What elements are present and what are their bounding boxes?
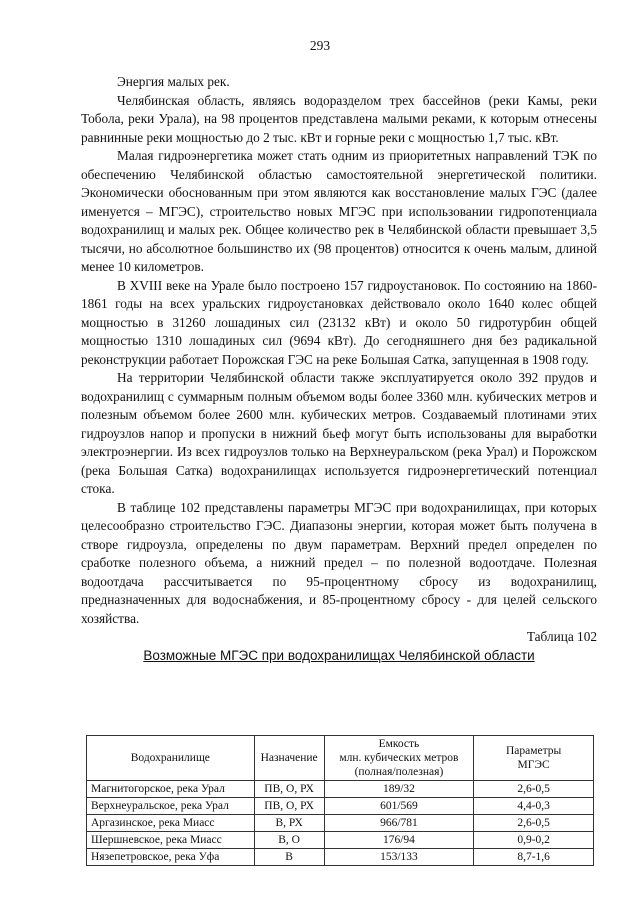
paragraph-5: В таблице 102 представлены параметры МГЭС при водохранилищах, при которых целесообразно строительство ГЭС. Диапазоны энергии, которая может быть получена в створе гидроузла, определены по двум параметрам. Верхний предел определен по сработке полезного объема, а нижний предел – по полезной водоотдаче. Полезная водоотдача рассчитывается по 95-процентному сбросу из водохранилищ, предназначенных для водоснабжения, и 85-процентному сбросу - для целей сельского хозяйства. xyxy=(81,499,597,626)
header-reservoir: Водохранилище xyxy=(87,736,255,781)
paragraph-2: Малая гидроэнергетика может стать одним из приоритетных направлений ТЭК по обеспечению Челябинской областью самостоятельной энергетической политики. Экономически обоснованным при этом являются как восстановление малых ГЭС (далее именуется – МГЭС), строительство новых МГЭС при использовании гидропотенциала водохранилищ и малых рек. Общее количество рек в Челябинской области превышает 3,5 тысячи, но абсолютное большинство их (98 процентов) относится к очень малым, длиной менее 10 километров. xyxy=(81,148,597,274)
header-params-line1: Параметры xyxy=(505,745,562,757)
cell-capacity: 966/781 xyxy=(324,815,474,832)
cell-params: 8,7-1,6 xyxy=(474,849,594,866)
header-capacity-line3: (полная/полезная) xyxy=(354,766,444,778)
header-params-line2: МГЭС xyxy=(517,759,550,771)
cell-reservoir: Нязепетровское, река Уфа xyxy=(87,849,255,866)
cell-capacity: 153/133 xyxy=(324,849,474,866)
cell-reservoir: Магнитогорское, река Урал xyxy=(87,781,255,798)
cell-params: 2,6-0,5 xyxy=(474,781,594,798)
header-capacity-line1: Емкость xyxy=(378,738,420,750)
table-label: Таблица 102 xyxy=(526,629,597,644)
reservoirs-table xyxy=(86,735,594,866)
header-params xyxy=(474,736,594,781)
paragraph-3: В XVIII веке на Урале было построено 157 гидроустановок. По состоянию на 1860-1861 годы на всех уральских гидроустановках действовало около 1640 колес общей мощностью в 31260 лошадиных сил (23132 кВт) и около 50 гидротурбин общей мощностью 1310 лошадиных сил (9694 кВт). До сегодняшнего дня без радикальной реконструкции работает Порожская ГЭС на реке Большая Сатка, запущенная в 1908 году. xyxy=(81,277,597,367)
table-row xyxy=(87,815,594,832)
table-title: Возможные МГЭС при водохранилищах Челябинской области xyxy=(143,647,535,663)
table-row xyxy=(87,849,594,866)
section-heading: Энергия малых рек. xyxy=(117,74,230,89)
cell-purpose: В, РХ xyxy=(254,815,324,832)
page-number: 293 xyxy=(309,38,331,53)
cell-purpose: В, О xyxy=(254,832,324,849)
cell-purpose: ПВ, О, РХ xyxy=(254,781,324,798)
cell-capacity: 601/569 xyxy=(324,798,474,815)
cell-purpose: В xyxy=(254,849,324,866)
table-header-row xyxy=(87,736,594,781)
cell-capacity: 176/94 xyxy=(324,832,474,849)
body-text xyxy=(81,73,597,665)
table-row xyxy=(87,781,594,798)
cell-purpose: ПВ, О, РХ xyxy=(254,798,324,815)
cell-reservoir: Шершневское, река Миасс xyxy=(87,832,255,849)
cell-reservoir: Аргазинское, река Миасс xyxy=(87,815,255,832)
header-purpose: Назначение xyxy=(254,736,324,781)
header-capacity xyxy=(324,736,474,781)
cell-capacity: 189/32 xyxy=(324,781,474,798)
table-row xyxy=(87,832,594,849)
cell-reservoir: Верхнеуральское, река Урал xyxy=(87,798,255,815)
paragraph-1: Челябинская область, являясь водоразделом трех бассейнов (реки Камы, реки Тобола, реки Урала), на 98 процентов представлена малыми реками, к которым отнесены равнинные реки мощностью до 2 тыс. кВт и горные реки с мощностью 1,7 тыс. кВт. xyxy=(81,92,597,145)
paragraph-4: На территории Челябинской области также эксплуатируется около 392 прудов и водохранилищ с суммарным полным объемом воды более 3360 млн. кубических метров и полезным объемом более 2600 млн. кубических метров. Создаваемый плотинами этих гидроузлов напор и пропуски в нижний бьеф могут быть использованы для выработки электроэнергии. Из всех гидроузлов только на Верхнеуральском (река Урал) и Порожском (река Большая Сатка) водохранилищах используется гидроэнергетический потенциал стока. xyxy=(81,370,597,496)
cell-params: 0,9-0,2 xyxy=(474,832,594,849)
cell-params: 2,6-0,5 xyxy=(474,815,594,832)
cell-params: 4,4-0,3 xyxy=(474,798,594,815)
header-capacity-line2: млн. кубических метров xyxy=(339,752,459,764)
table-row xyxy=(87,798,594,815)
